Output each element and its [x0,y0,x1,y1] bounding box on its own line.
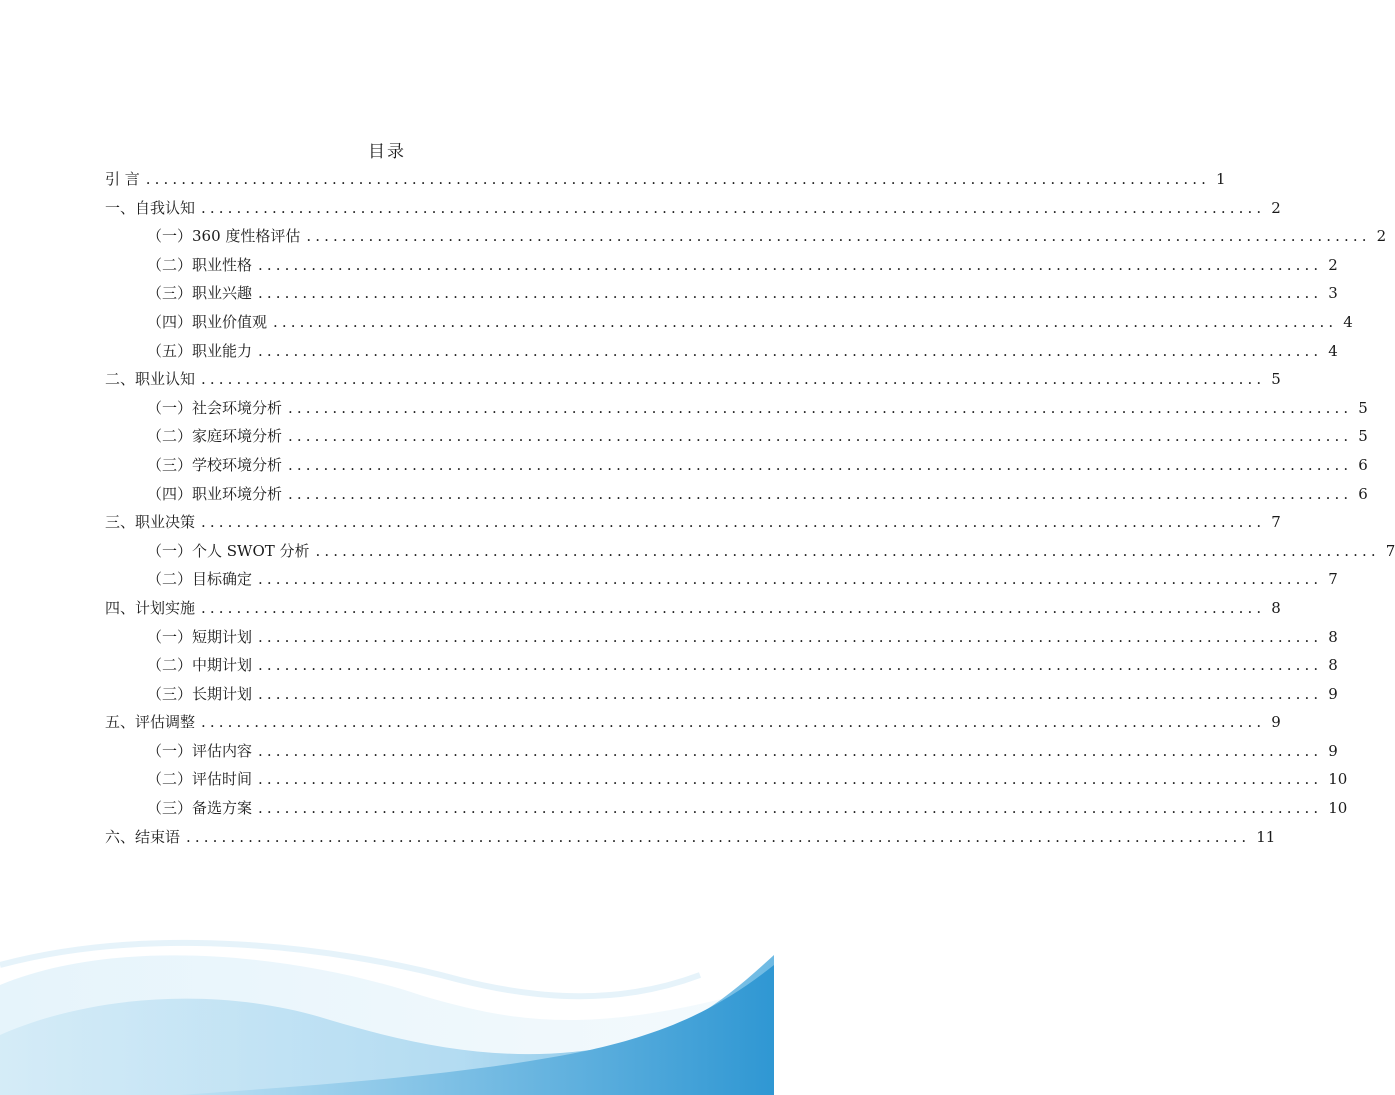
toc-entry-label: 三、职业决策 [105,513,196,532]
toc-page-number: 8 [1271,598,1281,617]
toc-entry-label: 五、评估调整 [105,713,196,732]
toc-entry-label: （四）职业价值观 [147,312,268,331]
toc-entry-label: （二）中期计划 [147,656,253,675]
toc-subsection-row[interactable] [105,680,1338,709]
toc-subsection-row[interactable] [105,451,1368,480]
toc-leader-dots: ........................................................................................................................ [258,255,1323,274]
toc-page-number: 5 [1358,398,1368,417]
toc-page-number: 10 [1328,770,1348,789]
toc-entry-label: （二）目标确定 [147,570,253,589]
toc-subsection-row[interactable] [105,222,1387,251]
toc-leader-dots: ........................................................................................................................ [258,799,1323,818]
toc-entry-label: 四、计划实施 [105,598,196,617]
toc-subsection-row[interactable] [105,279,1338,308]
toc-subsection-row[interactable] [105,251,1338,280]
toc-leader-dots: ........................................................................................................................ [201,598,1266,617]
toc-leader-dots: ........................................................................................................................ [258,284,1323,303]
toc-page-number: 10 [1328,799,1348,818]
toc-entry-label: （二）家庭环境分析 [147,427,283,446]
toc-leader-dots: ........................................................................................................................ [258,570,1323,589]
toc-entry-label: 六、结束语 [105,827,181,846]
toc-page-number: 5 [1358,427,1368,446]
toc-entry-label: 二、职业认知 [105,370,196,389]
toc-page-number: 5 [1271,370,1281,389]
toc-leader-dots: ........................................................................................................................ [201,198,1266,217]
toc-subsection-row[interactable] [105,651,1338,680]
toc-page-number: 8 [1328,656,1338,675]
toc-page-number: 1 [1215,170,1226,188]
table-of-contents [105,165,1395,851]
toc-subsection-row[interactable] [105,422,1368,451]
toc-leader-dots: ........................................................................................................................ [258,627,1323,646]
toc-section-row[interactable] [105,365,1281,394]
toc-page-number: 9 [1328,684,1338,703]
toc-section-row[interactable] [105,508,1281,537]
wave-decoration [0,925,774,1095]
toc-leader-dots: ........................................................................................................................ [186,827,1251,846]
toc-page-number: 4 [1328,341,1338,360]
toc-subsection-row[interactable] [105,794,1348,823]
toc-entry-label: （四）职业环境分析 [147,484,283,503]
toc-leader-dots: ........................................................................................................................ [201,513,1266,532]
toc-page-number: 2 [1271,198,1281,217]
toc-leader-dots: ........................................................................................................................ [258,341,1323,360]
toc-leader-dots: ........................................................................................................................ [273,312,1338,331]
toc-leader-dots: ........................................................................................................................ [288,455,1353,474]
toc-subsection-row[interactable] [105,480,1368,509]
toc-page-number: 7 [1271,513,1281,532]
toc-entry-label: 一、自我认知 [105,198,196,217]
toc-entry-label: （一）评估内容 [147,741,253,760]
toc-page-number: 8 [1328,627,1338,646]
toc-leader-dots: ........................................................................................................................ [201,713,1266,732]
toc-entry-label: （五）职业能力 [147,341,253,360]
toc-page-number: 6 [1358,455,1368,474]
toc-leader-dots: ........................................................................................................................ [258,770,1323,789]
toc-page-number: 2 [1376,227,1387,246]
toc-subsection-row[interactable] [105,565,1338,594]
toc-subsection-row[interactable] [105,623,1338,652]
toc-leader-dots: ........................................................................................................................ [258,741,1323,760]
toc-page-number: 3 [1328,284,1338,303]
toc-entry-label: （三）学校环境分析 [147,455,283,474]
toc-section-row[interactable] [105,165,1226,194]
toc-subsection-row[interactable] [105,337,1338,366]
toc-subsection-row[interactable] [105,765,1348,794]
toc-page-number: 2 [1328,255,1338,274]
toc-subsection-row[interactable] [105,308,1353,337]
toc-section-row[interactable] [105,594,1281,623]
toc-page-number: 7 [1385,541,1395,560]
toc-leader-dots: ........................................................................................................................ [145,170,1210,188]
toc-entry-label: （三）职业兴趣 [147,284,253,303]
toc-entry-label: （三）备选方案 [147,799,253,818]
toc-subsection-row[interactable] [105,394,1368,423]
toc-entry-label: （一）社会环境分析 [147,398,283,417]
toc-leader-dots: ........................................................................................................................ [288,484,1353,503]
toc-page-number: 9 [1271,713,1281,732]
toc-leader-dots: ........................................................................................................................ [315,541,1380,560]
toc-entry-label: （二）评估时间 [147,770,253,789]
toc-section-row[interactable] [105,194,1281,223]
toc-leader-dots: ........................................................................................................................ [258,684,1323,703]
toc-entry-label: （三）长期计划 [147,684,253,703]
toc-entry-label: （二）职业性格 [147,255,253,274]
toc-entry-label: （一）个人 SWOT 分析 [147,541,310,560]
toc-leader-dots: ........................................................................................................................ [201,370,1266,389]
toc-section-row[interactable] [105,708,1281,737]
toc-leader-dots: ........................................................................................................................ [288,427,1353,446]
toc-entry-label: 引 言 [105,170,140,188]
toc-leader-dots: ........................................................................................................................ [288,398,1353,417]
toc-entry-label: （一）360 度性格评估 [147,227,301,246]
toc-page-number: 9 [1328,741,1338,760]
toc-title: 目录 [368,142,406,162]
toc-page-number: 7 [1328,570,1338,589]
toc-page-number: 11 [1256,827,1276,846]
toc-leader-dots: ........................................................................................................................ [258,656,1323,675]
toc-page-number: 6 [1358,484,1368,503]
toc-entry-label: （一）短期计划 [147,627,253,646]
toc-leader-dots: ........................................................................................................................ [306,227,1371,246]
toc-page-number: 4 [1343,312,1353,331]
toc-subsection-row[interactable] [105,537,1395,566]
toc-subsection-row[interactable] [105,737,1338,766]
toc-section-row[interactable] [105,823,1276,852]
